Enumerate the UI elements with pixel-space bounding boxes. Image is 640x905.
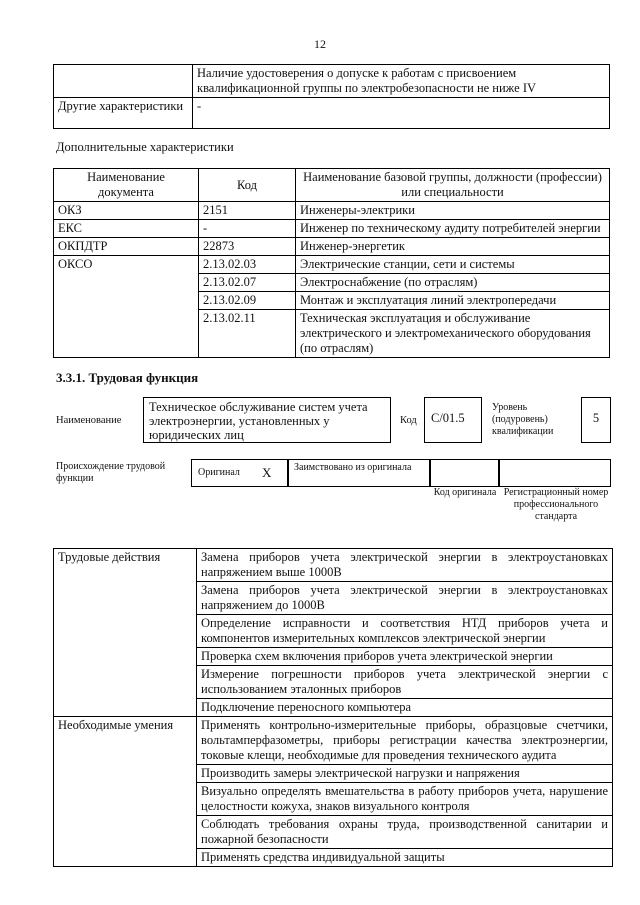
cell-code: 2.13.02.03 xyxy=(199,256,296,274)
cell-name: Инженер-энергетик xyxy=(296,238,610,256)
function-code-box: C/01.5 xyxy=(424,397,482,443)
cell-doc: ОКЗ xyxy=(54,202,199,220)
skill-item: Применять контрольно-измерительные приборы, образцовые счетчики, вольтамперфазометры, приборы регистрации качества электроэнергии, токовые клещи, необходимые для проведения технического аудита xyxy=(197,717,613,765)
borrowed-box: Заимствовано из оригинала xyxy=(288,459,430,487)
function-title: 3.3.1. Трудовая функция xyxy=(56,370,199,385)
table-row xyxy=(54,202,610,220)
cell-doc: ЕКС xyxy=(54,220,199,238)
action-item: Замена приборов учета электрической энергии в электроустановках напряжением до 1000В xyxy=(197,582,613,615)
row-value: - xyxy=(193,98,610,129)
original-label: Оригинал xyxy=(198,467,240,478)
actions-label: Трудовые действия xyxy=(54,549,197,717)
cell-code: 2.13.02.09 xyxy=(199,292,296,310)
name-label: Наименование xyxy=(56,415,122,426)
cell-doc: ОКПДТР xyxy=(54,238,199,256)
skill-item: Производить замеры электрической нагрузки и напряжения xyxy=(197,765,613,783)
original-mark: X xyxy=(262,465,272,480)
row-label xyxy=(54,65,193,98)
code-label: Код xyxy=(400,415,417,426)
cell-code: 2.13.02.11 xyxy=(199,310,296,358)
skills-label: Необходимые умения xyxy=(54,717,197,867)
skill-item: Визуально определять вмешательства в работу приборов учета, нарушение целостности кожуха, знаков визуального контроля xyxy=(197,783,613,816)
reg-number-caption: Регистрационный номер профессионального стандарта xyxy=(503,487,609,522)
skill-item: Применять средства индивидуальной защиты xyxy=(197,849,613,867)
action-item: Проверка схем включения приборов учета электрической энергии xyxy=(197,648,613,666)
extra-characteristics-table xyxy=(53,168,610,358)
page-number: 12 xyxy=(314,37,326,51)
header-name: Наименование базовой группы, должности (профессии) или специальности xyxy=(296,169,610,202)
action-item: Определение исправности и соответствия НТД приборов учета и компонентов измерительных комплексов электрической энергии xyxy=(197,615,613,648)
cell-doc: ОКСО xyxy=(54,256,199,358)
level-label: Уровень (подуровень) квалификации xyxy=(492,402,554,437)
action-item: Подключение переносного компьютера xyxy=(197,699,613,717)
table-row xyxy=(54,256,610,274)
cell-name: Инженеры-электрики xyxy=(296,202,610,220)
cell-name: Монтаж и эксплуатация линий электропередачи xyxy=(296,292,610,310)
action-item: Замена приборов учета электрической энергии в электроустановках напряжением выше 1000В xyxy=(197,549,613,582)
cell-name: Техническая эксплуатация и обслуживание электрического и электромеханического оборудования (по отраслям) xyxy=(296,310,610,358)
table-row xyxy=(54,65,610,98)
cell-code: 2.13.02.07 xyxy=(199,274,296,292)
table-row xyxy=(54,549,613,582)
function-details-table xyxy=(53,548,613,867)
cell-code: 22873 xyxy=(199,238,296,256)
table-header-row xyxy=(54,169,610,202)
qualification-table xyxy=(53,64,610,129)
cell-code: 2151 xyxy=(199,202,296,220)
action-item: Измерение погрешности приборов учета электрической энергии с использованием эталонных приборов xyxy=(197,666,613,699)
header-code: Код xyxy=(199,169,296,202)
function-name-box: Техническое обслуживание систем учета электроэнергии, установленных у юридических лиц xyxy=(143,397,391,443)
reg-number-box xyxy=(499,459,611,487)
table-row xyxy=(54,220,610,238)
header-document: Наименование документа xyxy=(54,169,199,202)
original-box xyxy=(191,459,288,487)
row-value: Наличие удостоверения о допуске к работам с присвоением квалификационной группы по электробезопасности не ниже IV xyxy=(193,65,610,98)
table-row xyxy=(54,98,610,129)
cell-name: Инженер по техническому аудиту потребителей энергии xyxy=(296,220,610,238)
cell-name: Электроснабжение (по отраслям) xyxy=(296,274,610,292)
skill-item: Соблюдать требования охраны труда, производственной санитарии и пожарной безопасности xyxy=(197,816,613,849)
extra-characteristics-title: Дополнительные характеристики xyxy=(56,140,234,154)
level-box: 5 xyxy=(581,397,611,443)
table-row xyxy=(54,238,610,256)
code-original-caption: Код оригинала xyxy=(433,487,497,498)
table-row xyxy=(54,717,613,765)
cell-name: Электрические станции, сети и системы xyxy=(296,256,610,274)
code-original-box xyxy=(430,459,499,487)
row-label: Другие характеристики xyxy=(54,98,193,129)
origin-label: Происхождение трудовой функции xyxy=(56,461,166,484)
cell-code: - xyxy=(199,220,296,238)
